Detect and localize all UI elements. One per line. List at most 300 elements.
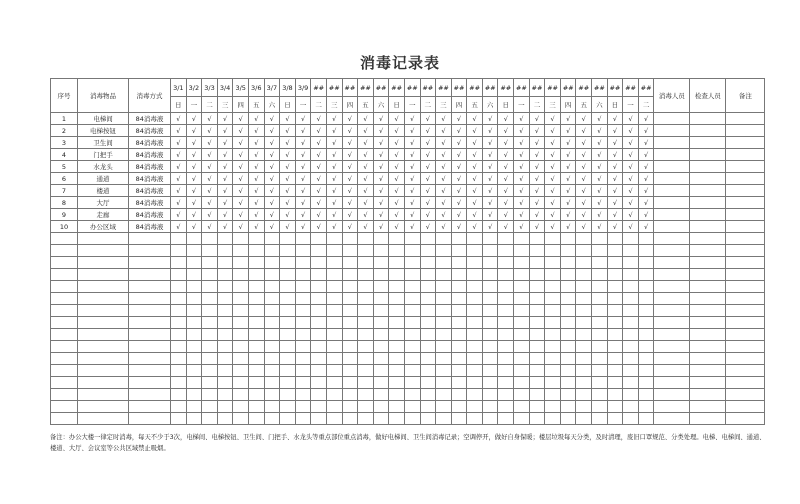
- header-method: 消毒方式: [129, 79, 171, 113]
- check-cell: √: [233, 185, 249, 197]
- cell-item: 办公区域: [78, 221, 129, 233]
- table-row: [51, 269, 765, 281]
- empty-cell: [233, 353, 249, 365]
- empty-cell: [576, 413, 592, 425]
- empty-cell: [451, 305, 467, 317]
- empty-cell: [295, 245, 311, 257]
- check-cell: √: [358, 137, 374, 149]
- check-cell: √: [420, 149, 436, 161]
- empty-cell: [545, 389, 561, 401]
- empty-cell: [654, 149, 690, 161]
- header-date: ##: [638, 79, 654, 97]
- check-cell: √: [342, 161, 358, 173]
- check-cell: √: [545, 185, 561, 197]
- check-cell: √: [217, 185, 233, 197]
- table-row: [51, 281, 765, 293]
- check-cell: √: [233, 221, 249, 233]
- check-cell: √: [342, 149, 358, 161]
- check-cell: √: [202, 161, 218, 173]
- check-cell: √: [389, 185, 405, 197]
- check-cell: √: [623, 197, 639, 209]
- check-cell: √: [295, 209, 311, 221]
- check-cell: √: [171, 113, 187, 125]
- cell-method: 84消毒液: [129, 149, 171, 161]
- empty-cell: [373, 281, 389, 293]
- empty-cell: [654, 245, 690, 257]
- check-cell: √: [498, 185, 514, 197]
- empty-cell: [451, 293, 467, 305]
- empty-cell: [404, 293, 420, 305]
- table-row: [51, 149, 765, 161]
- empty-cell: [607, 245, 623, 257]
- empty-cell: [545, 293, 561, 305]
- empty-cell: [467, 245, 483, 257]
- empty-cell: [389, 329, 405, 341]
- check-cell: √: [389, 125, 405, 137]
- header-date: 3/5: [233, 79, 249, 97]
- empty-cell: [186, 377, 202, 389]
- check-cell: √: [186, 149, 202, 161]
- empty-cell: [467, 389, 483, 401]
- empty-cell: [186, 281, 202, 293]
- empty-cell: [233, 257, 249, 269]
- empty-cell: [389, 401, 405, 413]
- check-cell: √: [404, 173, 420, 185]
- cell-method: 84消毒液: [129, 209, 171, 221]
- empty-cell: [78, 317, 129, 329]
- empty-cell: [326, 365, 342, 377]
- empty-cell: [358, 365, 374, 377]
- empty-cell: [690, 293, 726, 305]
- empty-cell: [726, 377, 765, 389]
- empty-cell: [51, 293, 78, 305]
- check-cell: √: [186, 173, 202, 185]
- empty-cell: [467, 293, 483, 305]
- check-cell: √: [592, 173, 608, 185]
- empty-cell: [592, 413, 608, 425]
- empty-cell: [638, 353, 654, 365]
- empty-cell: [529, 377, 545, 389]
- empty-cell: [726, 317, 765, 329]
- check-cell: √: [248, 185, 264, 197]
- empty-cell: [389, 353, 405, 365]
- check-cell: √: [592, 197, 608, 209]
- empty-cell: [420, 293, 436, 305]
- check-cell: √: [248, 221, 264, 233]
- empty-cell: [389, 305, 405, 317]
- empty-cell: [690, 401, 726, 413]
- empty-cell: [726, 293, 765, 305]
- check-cell: √: [420, 161, 436, 173]
- empty-cell: [654, 389, 690, 401]
- header-seq: 序号: [51, 79, 78, 113]
- check-cell: √: [280, 173, 296, 185]
- check-cell: √: [436, 161, 452, 173]
- empty-cell: [51, 269, 78, 281]
- empty-cell: [373, 305, 389, 317]
- check-cell: √: [482, 113, 498, 125]
- empty-cell: [436, 281, 452, 293]
- empty-cell: [186, 365, 202, 377]
- empty-cell: [726, 197, 765, 209]
- empty-cell: [51, 317, 78, 329]
- empty-cell: [607, 269, 623, 281]
- check-cell: √: [638, 185, 654, 197]
- empty-cell: [638, 281, 654, 293]
- check-cell: √: [420, 137, 436, 149]
- empty-cell: [529, 245, 545, 257]
- header-date: ##: [404, 79, 420, 97]
- empty-cell: [654, 305, 690, 317]
- empty-cell: [233, 377, 249, 389]
- empty-cell: [78, 401, 129, 413]
- check-cell: √: [248, 125, 264, 137]
- empty-cell: [482, 257, 498, 269]
- check-cell: √: [217, 149, 233, 161]
- check-cell: √: [171, 137, 187, 149]
- empty-cell: [233, 329, 249, 341]
- check-cell: √: [420, 173, 436, 185]
- empty-cell: [326, 329, 342, 341]
- empty-cell: [420, 413, 436, 425]
- empty-cell: [623, 377, 639, 389]
- check-cell: √: [358, 221, 374, 233]
- empty-cell: [389, 341, 405, 353]
- empty-cell: [482, 281, 498, 293]
- empty-cell: [171, 401, 187, 413]
- check-cell: √: [451, 125, 467, 137]
- empty-cell: [482, 413, 498, 425]
- check-cell: √: [217, 113, 233, 125]
- empty-cell: [217, 233, 233, 245]
- empty-cell: [358, 269, 374, 281]
- check-cell: √: [498, 173, 514, 185]
- empty-cell: [186, 293, 202, 305]
- empty-cell: [623, 413, 639, 425]
- check-cell: √: [233, 173, 249, 185]
- check-cell: √: [607, 137, 623, 149]
- check-cell: √: [264, 125, 280, 137]
- check-cell: √: [186, 137, 202, 149]
- empty-cell: [467, 317, 483, 329]
- check-cell: √: [264, 173, 280, 185]
- empty-cell: [592, 233, 608, 245]
- table-row: [51, 257, 765, 269]
- empty-cell: [233, 269, 249, 281]
- empty-cell: [280, 353, 296, 365]
- check-cell: √: [217, 137, 233, 149]
- empty-cell: [726, 137, 765, 149]
- check-cell: √: [576, 125, 592, 137]
- empty-cell: [529, 413, 545, 425]
- check-cell: √: [529, 113, 545, 125]
- empty-cell: [404, 281, 420, 293]
- empty-cell: [690, 389, 726, 401]
- empty-cell: [576, 245, 592, 257]
- check-cell: √: [295, 185, 311, 197]
- empty-cell: [498, 317, 514, 329]
- empty-cell: [690, 281, 726, 293]
- check-cell: √: [311, 125, 327, 137]
- empty-cell: [690, 137, 726, 149]
- check-cell: √: [436, 221, 452, 233]
- empty-cell: [623, 389, 639, 401]
- empty-cell: [78, 257, 129, 269]
- empty-cell: [529, 293, 545, 305]
- empty-cell: [482, 377, 498, 389]
- check-cell: √: [560, 209, 576, 221]
- empty-cell: [311, 245, 327, 257]
- empty-cell: [129, 245, 171, 257]
- check-cell: √: [545, 221, 561, 233]
- check-cell: √: [529, 197, 545, 209]
- empty-cell: [389, 281, 405, 293]
- check-cell: √: [202, 173, 218, 185]
- empty-cell: [295, 365, 311, 377]
- empty-cell: [545, 341, 561, 353]
- empty-cell: [78, 293, 129, 305]
- header-date: ##: [576, 79, 592, 97]
- check-cell: √: [280, 113, 296, 125]
- empty-cell: [654, 341, 690, 353]
- check-cell: √: [592, 137, 608, 149]
- empty-cell: [373, 353, 389, 365]
- empty-cell: [342, 401, 358, 413]
- empty-cell: [482, 353, 498, 365]
- empty-cell: [342, 269, 358, 281]
- empty-cell: [623, 281, 639, 293]
- empty-cell: [389, 317, 405, 329]
- header-date: 3/3: [202, 79, 218, 97]
- empty-cell: [217, 341, 233, 353]
- empty-cell: [654, 413, 690, 425]
- check-cell: √: [404, 149, 420, 161]
- empty-cell: [420, 389, 436, 401]
- empty-cell: [389, 233, 405, 245]
- empty-cell: [389, 377, 405, 389]
- header-date: ##: [373, 79, 389, 97]
- empty-cell: [217, 377, 233, 389]
- empty-cell: [592, 329, 608, 341]
- check-cell: √: [358, 185, 374, 197]
- empty-cell: [311, 305, 327, 317]
- empty-cell: [638, 317, 654, 329]
- header-weekday: 三: [436, 97, 452, 113]
- empty-cell: [373, 365, 389, 377]
- check-cell: √: [171, 125, 187, 137]
- header-weekday: 日: [389, 97, 405, 113]
- header-weekday: 日: [280, 97, 296, 113]
- empty-cell: [654, 269, 690, 281]
- check-cell: √: [373, 125, 389, 137]
- header-date: ##: [529, 79, 545, 97]
- empty-cell: [467, 401, 483, 413]
- empty-cell: [358, 341, 374, 353]
- empty-cell: [78, 341, 129, 353]
- empty-cell: [690, 353, 726, 365]
- check-cell: √: [326, 173, 342, 185]
- empty-cell: [326, 305, 342, 317]
- empty-cell: [498, 269, 514, 281]
- check-cell: √: [467, 221, 483, 233]
- empty-cell: [690, 365, 726, 377]
- empty-cell: [358, 245, 374, 257]
- empty-cell: [436, 353, 452, 365]
- empty-cell: [373, 317, 389, 329]
- empty-cell: [202, 293, 218, 305]
- header-weekday: 四: [451, 97, 467, 113]
- check-cell: √: [358, 173, 374, 185]
- check-cell: √: [202, 149, 218, 161]
- check-cell: √: [623, 185, 639, 197]
- empty-cell: [576, 293, 592, 305]
- cell-method: 84消毒液: [129, 113, 171, 125]
- check-cell: √: [529, 137, 545, 149]
- empty-cell: [560, 353, 576, 365]
- check-cell: √: [607, 185, 623, 197]
- check-cell: √: [404, 125, 420, 137]
- empty-cell: [311, 269, 327, 281]
- empty-cell: [545, 329, 561, 341]
- check-cell: √: [592, 149, 608, 161]
- table-row: [51, 185, 765, 197]
- empty-cell: [514, 365, 530, 377]
- empty-cell: [248, 377, 264, 389]
- empty-cell: [529, 401, 545, 413]
- empty-cell: [280, 269, 296, 281]
- check-cell: √: [576, 137, 592, 149]
- empty-cell: [404, 233, 420, 245]
- empty-cell: [467, 353, 483, 365]
- empty-cell: [607, 329, 623, 341]
- header-weekday: 四: [342, 97, 358, 113]
- empty-cell: [129, 401, 171, 413]
- empty-cell: [451, 353, 467, 365]
- check-cell: √: [326, 113, 342, 125]
- empty-cell: [217, 413, 233, 425]
- empty-cell: [51, 305, 78, 317]
- empty-cell: [529, 233, 545, 245]
- check-cell: √: [264, 113, 280, 125]
- check-cell: √: [248, 149, 264, 161]
- empty-cell: [420, 341, 436, 353]
- empty-cell: [690, 185, 726, 197]
- empty-cell: [264, 317, 280, 329]
- empty-cell: [654, 209, 690, 221]
- empty-cell: [654, 281, 690, 293]
- check-cell: √: [295, 221, 311, 233]
- empty-cell: [171, 389, 187, 401]
- check-cell: √: [467, 209, 483, 221]
- check-cell: √: [217, 125, 233, 137]
- empty-cell: [607, 257, 623, 269]
- cell-method: 84消毒液: [129, 125, 171, 137]
- empty-cell: [451, 281, 467, 293]
- empty-cell: [498, 389, 514, 401]
- empty-cell: [467, 257, 483, 269]
- empty-cell: [451, 269, 467, 281]
- empty-cell: [623, 317, 639, 329]
- check-cell: √: [233, 149, 249, 161]
- empty-cell: [726, 413, 765, 425]
- empty-cell: [638, 377, 654, 389]
- empty-cell: [78, 281, 129, 293]
- header-date: ##: [358, 79, 374, 97]
- check-cell: √: [217, 173, 233, 185]
- empty-cell: [690, 305, 726, 317]
- empty-cell: [467, 341, 483, 353]
- empty-cell: [295, 233, 311, 245]
- empty-cell: [217, 317, 233, 329]
- empty-cell: [311, 329, 327, 341]
- empty-cell: [420, 317, 436, 329]
- empty-cell: [529, 257, 545, 269]
- empty-cell: [451, 377, 467, 389]
- empty-cell: [295, 329, 311, 341]
- empty-cell: [560, 305, 576, 317]
- empty-cell: [311, 377, 327, 389]
- empty-cell: [295, 293, 311, 305]
- empty-cell: [654, 233, 690, 245]
- header-weekday: 二: [638, 97, 654, 113]
- empty-cell: [202, 233, 218, 245]
- check-cell: √: [264, 137, 280, 149]
- check-cell: √: [545, 161, 561, 173]
- empty-cell: [607, 341, 623, 353]
- header-weekday: 三: [545, 97, 561, 113]
- check-cell: √: [389, 161, 405, 173]
- empty-cell: [498, 413, 514, 425]
- header-remark: 备注: [726, 79, 765, 113]
- header-weekday: 日: [607, 97, 623, 113]
- empty-cell: [607, 317, 623, 329]
- empty-cell: [420, 377, 436, 389]
- table-row: [51, 353, 765, 365]
- empty-cell: [726, 125, 765, 137]
- empty-cell: [592, 341, 608, 353]
- empty-cell: [78, 233, 129, 245]
- empty-cell: [326, 317, 342, 329]
- check-cell: √: [623, 137, 639, 149]
- empty-cell: [264, 377, 280, 389]
- empty-cell: [51, 365, 78, 377]
- empty-cell: [264, 401, 280, 413]
- empty-cell: [514, 281, 530, 293]
- empty-cell: [280, 389, 296, 401]
- check-cell: √: [217, 209, 233, 221]
- empty-cell: [171, 293, 187, 305]
- check-cell: √: [358, 209, 374, 221]
- check-cell: √: [576, 209, 592, 221]
- cell-seq: 5: [51, 161, 78, 173]
- check-cell: √: [248, 113, 264, 125]
- check-cell: √: [311, 221, 327, 233]
- header-weekday: 日: [171, 97, 187, 113]
- check-cell: √: [295, 113, 311, 125]
- check-cell: √: [186, 185, 202, 197]
- empty-cell: [51, 329, 78, 341]
- empty-cell: [482, 233, 498, 245]
- empty-cell: [638, 413, 654, 425]
- check-cell: √: [311, 113, 327, 125]
- empty-cell: [311, 293, 327, 305]
- empty-cell: [514, 233, 530, 245]
- empty-cell: [358, 317, 374, 329]
- empty-cell: [311, 401, 327, 413]
- empty-cell: [436, 389, 452, 401]
- check-cell: √: [186, 221, 202, 233]
- table-row: [51, 389, 765, 401]
